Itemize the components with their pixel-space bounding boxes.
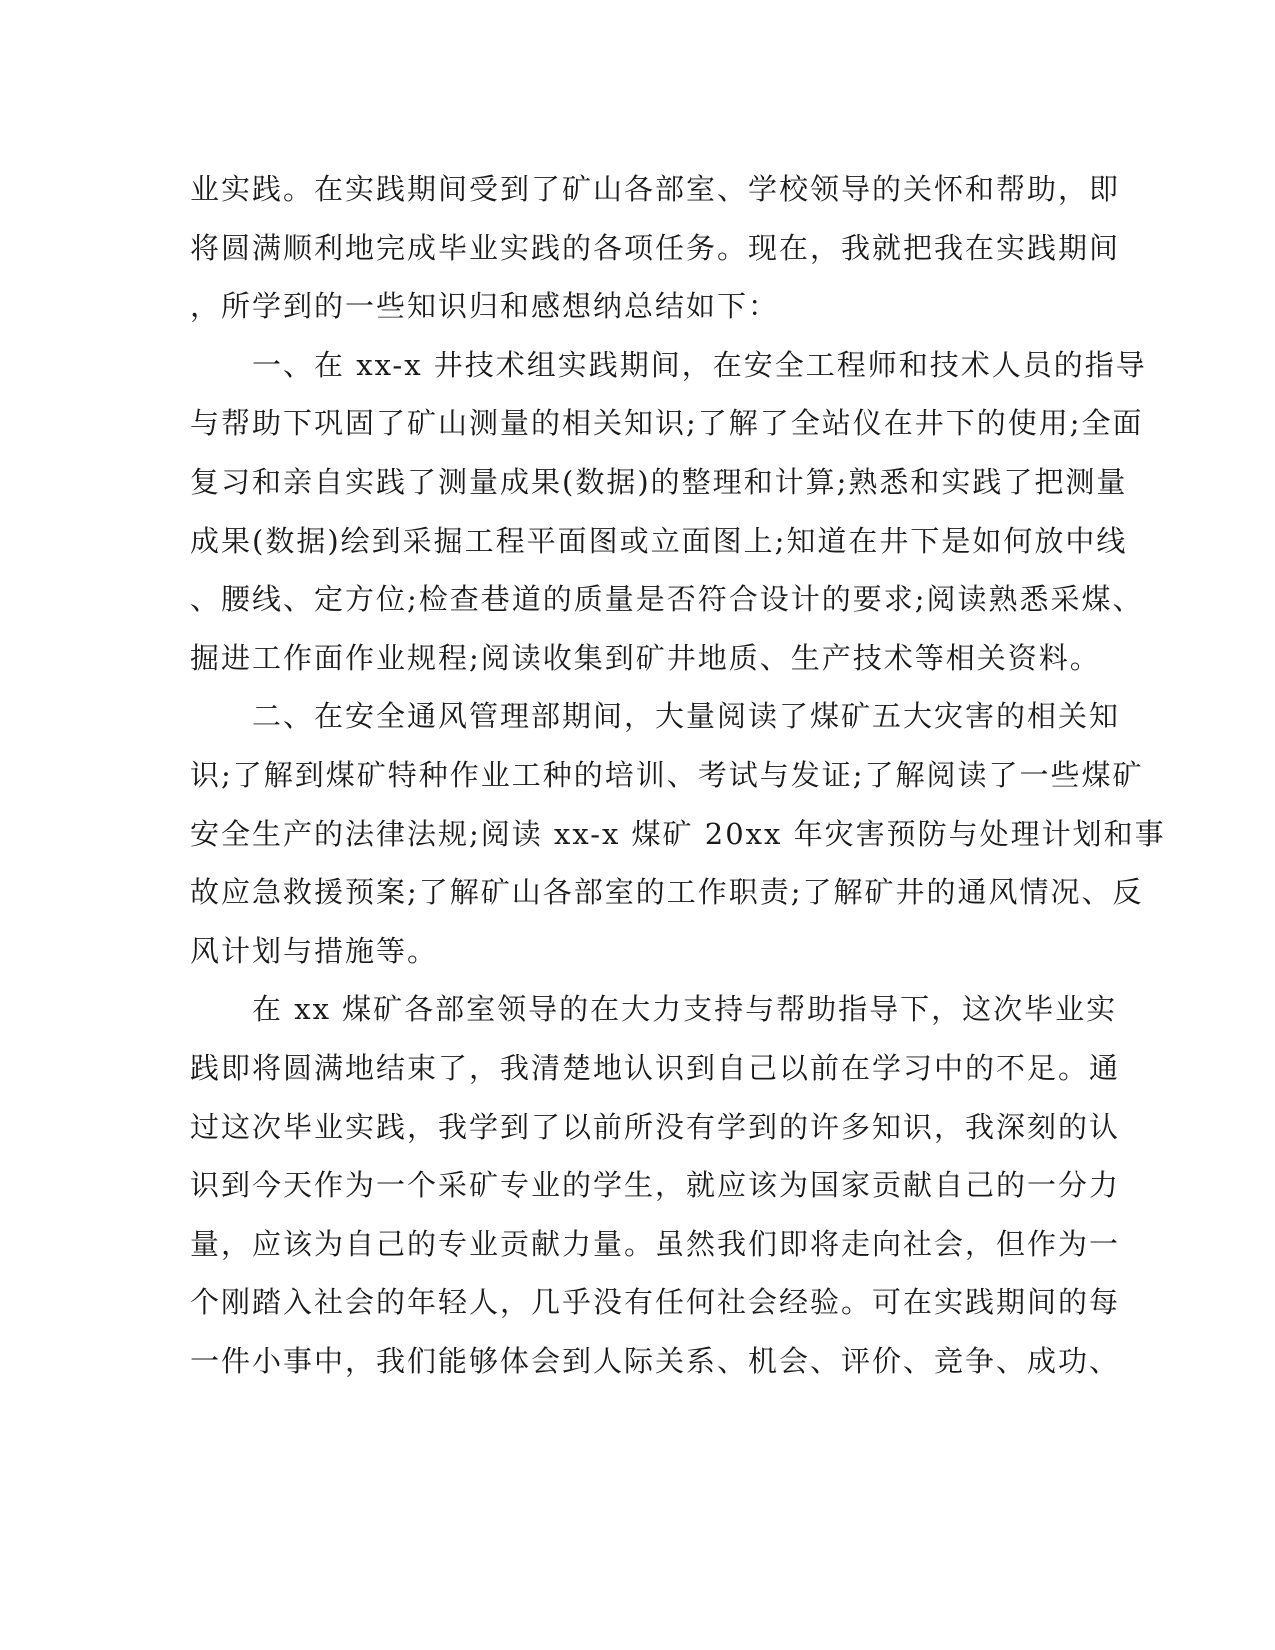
text-line: ，所学到的一些知识归和感想纳总结如下： — [190, 289, 780, 324]
text-line: 过这次毕业实践，我学到了以前所没有学到的许多知识，我深刻的认 — [190, 1109, 1121, 1144]
text-line: 践即将圆满地结束了，我清楚地认识到自己以前在学习中的不足。通 — [190, 1050, 1121, 1085]
text-line: 个刚踏入社会的年轻人，几乎没有任何社会经验。可在实践期间的每 — [190, 1285, 1121, 1320]
text-line: 识;了解到煤矿特种作业工种的培训、考试与发证;了解阅读了一些煤矿 — [190, 757, 1144, 792]
text-line: 识到今天作为一个采矿专业的学生，就应该为国家贡献自己的一分力 — [190, 1168, 1121, 1203]
text-line: 业实践。在实践期间受到了矿山各部室、学校领导的关怀和帮助，即 — [190, 172, 1121, 206]
text-line: 故应急救援预案;了解矿山各部室的工作职责;了解矿井的通风情况、反 — [190, 875, 1144, 910]
paragraph-start-line: 一、在 xx-x 井技术组实践期间，在安全工程师和技术人员的指导 — [252, 347, 1147, 382]
text-line: 量，应该为自己的专业贡献力量。虽然我们即将走向社会，但作为一 — [190, 1226, 1121, 1261]
paragraph-start-line: 在 xx 煤矿各部室领导的在大力支持与帮助指导下，这次毕业实 — [252, 992, 1118, 1027]
paragraph-start-line: 二、在安全通风管理部期间，大量阅读了煤矿五大灾害的相关知 — [252, 699, 1121, 734]
text-line: 一件小事中，我们能够体会到人际关系、机会、评价、竞争、成功、 — [190, 1343, 1121, 1378]
text-line: 安全生产的法律法规;阅读 xx-x 煤矿 20xx 年灾害预防与处理计划和事 — [190, 816, 1166, 851]
text-line: 风计划与措施等。 — [190, 933, 439, 968]
text-line: 成果(数据)绘到采掘工程平面图或立面图上;知道在井下是如何放中线 — [190, 523, 1128, 558]
text-line: 将圆满顺利地完成毕业实践的各项任务。现在，我就把我在实践期间 — [190, 230, 1121, 265]
text-line: 掘进工作面作业规程;阅读收集到矿井地质、生产技术等相关资料。 — [190, 640, 1101, 675]
text-line: 、腰线、定方位;检查巷道的质量是否符合设计的要求;阅读熟悉采煤、 — [190, 582, 1144, 617]
text-line: 复习和亲自实践了测量成果(数据)的整理和计算;熟悉和实践了把测量 — [190, 464, 1128, 499]
document-body — [190, 160, 1166, 1390]
text-line: 与帮助下巩固了矿山测量的相关知识;了解了全站仪在井下的使用;全面 — [190, 406, 1144, 441]
